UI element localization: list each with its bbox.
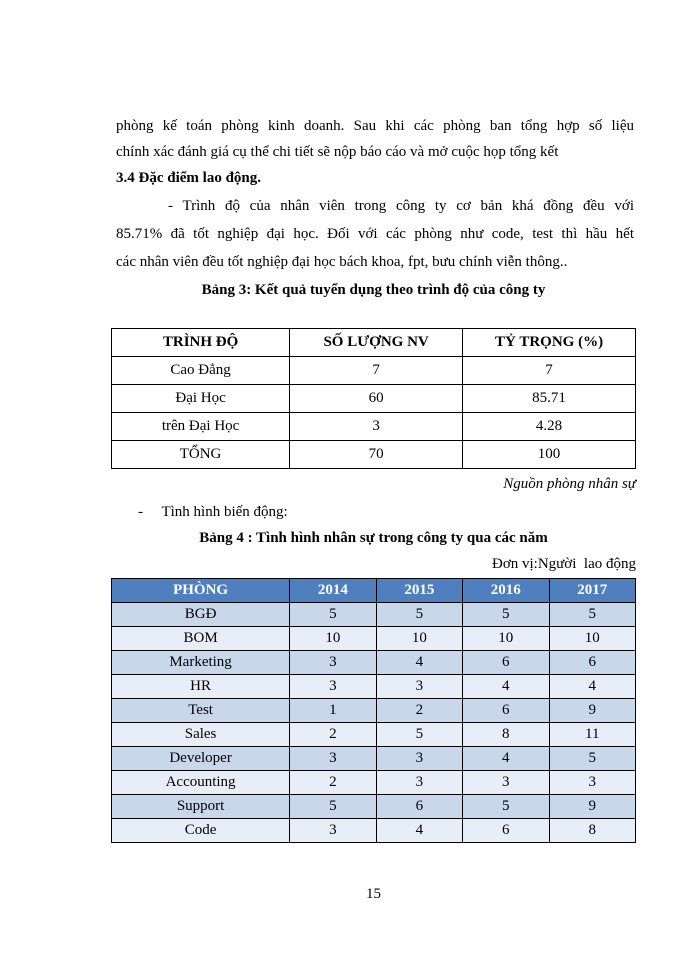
header-cell: 2017 xyxy=(549,579,635,603)
table-row xyxy=(112,651,636,675)
table4-caption: Bảng 4 : Tình hình nhân sự trong công ty qua các năm xyxy=(199,530,548,546)
table-row xyxy=(112,723,636,747)
table-row xyxy=(112,385,636,413)
table-row xyxy=(112,357,636,385)
table-cell: 3 xyxy=(290,819,376,843)
table-cell: 2 xyxy=(290,771,376,795)
table-cell: trên Đại Học xyxy=(112,413,290,441)
table-cell: 3 xyxy=(376,675,462,699)
table-cell: Cao Đẳng xyxy=(112,357,290,385)
table-row xyxy=(112,699,636,723)
table-cell: 10 xyxy=(290,627,376,651)
table-cell: 6 xyxy=(376,795,462,819)
table-cell: 6 xyxy=(549,651,635,675)
table-cell: Developer xyxy=(112,747,290,771)
table-cell: 10 xyxy=(549,627,635,651)
table-row xyxy=(112,627,636,651)
table-cell: 10 xyxy=(376,627,462,651)
paragraph-line: chính xác đánh giá cụ thể chi tiết sẽ nộp báo cáo và mở cuộc họp tổng kết xyxy=(116,144,559,160)
table-cell: 5 xyxy=(463,795,549,819)
table-cell: 3 xyxy=(376,771,462,795)
table-cell: 4 xyxy=(549,675,635,699)
table-cell: 5 xyxy=(549,603,635,627)
table-cell: 3 xyxy=(290,747,376,771)
table-cell: 8 xyxy=(463,723,549,747)
table-header-row xyxy=(112,579,636,603)
table-cell: 5 xyxy=(376,723,462,747)
table-cell: 8 xyxy=(549,819,635,843)
table-cell: 85.71 xyxy=(463,385,636,413)
table-cell: 9 xyxy=(549,795,635,819)
table-row xyxy=(112,771,636,795)
table-cell: Đại Học xyxy=(112,385,290,413)
table-cell: 6 xyxy=(463,651,549,675)
table-cell: 3 xyxy=(290,651,376,675)
table-cell: 9 xyxy=(549,699,635,723)
table-recruitment-by-level xyxy=(111,328,636,469)
table-cell: 4.28 xyxy=(463,413,636,441)
table-cell: 2 xyxy=(290,723,376,747)
table-cell: 5 xyxy=(290,795,376,819)
table-staff-by-year xyxy=(111,578,636,843)
header-cell: TỶ TRỌNG (%) xyxy=(463,329,636,357)
paragraph-line: 85.71% đã tốt nghiệp đại học. Đối với các phòng như code, test thì hầu hết xyxy=(116,226,634,242)
table-cell: 70 xyxy=(290,441,463,469)
table-cell: Test xyxy=(112,699,290,723)
table-cell: 1 xyxy=(290,699,376,723)
table-row xyxy=(112,795,636,819)
table-cell: 3 xyxy=(376,747,462,771)
table-cell: 10 xyxy=(463,627,549,651)
table-row xyxy=(112,747,636,771)
table3-source: Nguồn phòng nhân sự xyxy=(503,476,636,492)
table-cell: 5 xyxy=(549,747,635,771)
table-cell: 3 xyxy=(463,771,549,795)
table-cell: 6 xyxy=(463,819,549,843)
table-cell: HR xyxy=(112,675,290,699)
table-cell: 6 xyxy=(463,699,549,723)
table-cell: BGĐ xyxy=(112,603,290,627)
table-cell: 100 xyxy=(463,441,636,469)
table-cell: 3 xyxy=(290,675,376,699)
paragraph-line: các nhân viên đều tốt nghiệp đại học bách khoa, fpt, bưu chính viễn thông.. xyxy=(116,254,568,270)
header-cell: PHÒNG xyxy=(112,579,290,603)
table-cell: 11 xyxy=(549,723,635,747)
table-cell: 3 xyxy=(290,413,463,441)
table-row xyxy=(112,413,636,441)
paragraph-line: - Trình độ của nhân viên trong công ty cơ bản khá đồng đều với xyxy=(168,198,634,214)
table-cell: 5 xyxy=(463,603,549,627)
table-cell: 4 xyxy=(463,675,549,699)
table-cell: Support xyxy=(112,795,290,819)
table-row xyxy=(112,675,636,699)
table-cell: BOM xyxy=(112,627,290,651)
table-cell: Sales xyxy=(112,723,290,747)
table4-unit: Đơn vị:Người lao động xyxy=(492,556,636,572)
table-cell: 4 xyxy=(463,747,549,771)
table-cell: 60 xyxy=(290,385,463,413)
table-cell: 4 xyxy=(376,819,462,843)
table-cell: 5 xyxy=(376,603,462,627)
table-cell: 2 xyxy=(376,699,462,723)
table-header-row xyxy=(112,329,636,357)
page-number: 15 xyxy=(366,886,381,902)
table-total-row xyxy=(112,441,636,469)
table-cell: 3 xyxy=(549,771,635,795)
header-cell: 2016 xyxy=(463,579,549,603)
section-heading: 3.4 Đặc điểm lao động. xyxy=(116,170,262,186)
table-cell: 7 xyxy=(290,357,463,385)
table-row xyxy=(112,603,636,627)
table-cell: 4 xyxy=(376,651,462,675)
table3-caption: Bảng 3: Kết quả tuyển dụng theo trình độ của công ty xyxy=(201,282,546,298)
bullet-line: - Tình hình biến động: xyxy=(138,504,288,520)
table-cell: 7 xyxy=(463,357,636,385)
paragraph-line: phòng kế toán phòng kinh doanh. Sau khi các phòng ban tổng hợp số liệu xyxy=(116,118,634,134)
header-cell: 2015 xyxy=(376,579,462,603)
header-cell: 2014 xyxy=(290,579,376,603)
table-row xyxy=(112,819,636,843)
table-cell: Code xyxy=(112,819,290,843)
table-cell: Accounting xyxy=(112,771,290,795)
table-cell: 5 xyxy=(290,603,376,627)
table-cell: Marketing xyxy=(112,651,290,675)
header-cell: SỐ LƯỢNG NV xyxy=(290,329,463,357)
header-cell: TRÌNH ĐỘ xyxy=(112,329,290,357)
table-cell: TỔNG xyxy=(112,441,290,469)
